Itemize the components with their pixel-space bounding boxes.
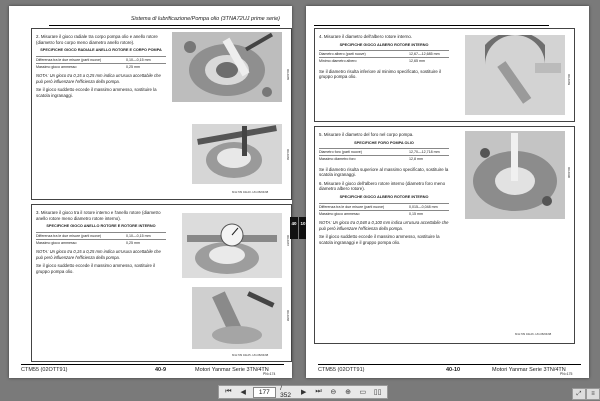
footer-title: Motori Yanmar Serie 3TN/4TN <box>195 367 269 373</box>
instruction-text: Se il diametro risulta superiore al massimo specificato, sostituire la scatola ingranaggi. <box>319 166 449 178</box>
spec-row: Massimo gioco ammesso 0,25 mm <box>36 63 166 70</box>
document-page-left <box>9 6 292 378</box>
spec-title: SPECIFICHE FORO POMPA OLIO <box>354 140 414 145</box>
spec-title: SPECIFICHE GIOCO RADIALE ANELLO ROTORE E CORPO POMPA <box>40 48 162 53</box>
photo-code: RG4988 <box>286 310 290 322</box>
footer-pn: PN=174 <box>263 372 276 376</box>
section-tab-label: 10 <box>300 221 306 226</box>
spec-row: Differenza tra le due misure (parti nuove) 0,10—0,15 mm <box>36 56 166 63</box>
inner-rotor-photo <box>192 287 282 349</box>
step-text: 5. Misurare il diametro del foro nel corpo pompa. <box>319 132 414 137</box>
footer-title: Motori Yanmar Serie 3TN/4TN <box>492 367 566 373</box>
photo-code: RG4990 <box>567 167 571 179</box>
prev-page-icon[interactable]: ◀ <box>240 389 246 396</box>
page-total: / 352 <box>280 385 291 399</box>
procedure-box-1 <box>31 28 292 200</box>
zoom-in-icon[interactable]: ⊕ <box>345 389 351 396</box>
pump-bore-photo <box>465 131 565 219</box>
step-text: 4. Misurare il diametro dell'albero rotore interno. <box>319 34 413 39</box>
footer-doc-code: CTM55 (02OTT91) <box>318 367 365 373</box>
instruction-text: Se il gioco suddetto eccede il massimo ammesso, sostituire il gruppo pompa olio. <box>36 263 156 274</box>
footer-rule <box>318 364 581 365</box>
step-text: 3. Misurare il gioco tra il rotore interno e l'anello rotore (diametro anello rotore meno diametro rotore interno). <box>36 210 161 221</box>
footer-pn: PN=175 <box>560 372 573 376</box>
spec-row: Massimo diametro foro 12,8 mm <box>319 155 449 162</box>
menu-icon[interactable]: ≡ <box>586 388 600 400</box>
page-header: Sistema di lubrificazione/Pompa olio (3TNA72UJ prime serie) <box>49 16 280 26</box>
footer-page-number: 40-9 <box>155 367 167 373</box>
note-text: NOTA: Un gioco tra 0,048 a 0,100 mm indica un'usura accettabile che può però influenzare l'efficienza della pompa. <box>319 219 449 231</box>
procedure-text <box>36 210 166 278</box>
procedure-box-4 <box>314 126 575 344</box>
procedure-box-3 <box>314 28 575 122</box>
note-text: NOTA: Un gioco tra 0,15 a 0,25 mm indica un'usura accettabile che può però influenzare l'efficienza della pompa. <box>36 73 161 84</box>
spec-row: Differenza tra le due misure (parti nuove) 0,10—0,15 mm <box>36 232 166 239</box>
spec-row: Massimo gioco ammesso 0,25 mm <box>36 239 166 246</box>
photo-code: RG4987 <box>286 235 290 247</box>
spec-title: SPECIFICHE GIOCO ALBERO ROTORE INTERNO <box>339 194 429 199</box>
footer-rule <box>21 364 284 365</box>
page-navigation-bar <box>218 385 388 399</box>
step-text: 6. Misurare il gioco dell'albero rotore interno (diametro foro meno diametro albero rotore). <box>319 180 446 192</box>
page-header-rule <box>314 16 549 26</box>
photo-code: RG4989 <box>567 74 571 86</box>
photo-code: RG4985 <box>286 69 290 81</box>
step-text: 2. Misurare il gioco radiale tra corpo pompa olio e anello rotore (diametro foro corpo meno diametro anello rotore). <box>36 34 158 45</box>
spec-title: SPECIFICHE GIOCO ALBERO ROTORE INTERNO <box>339 42 429 47</box>
procedure-box-2 <box>31 204 292 362</box>
micrometer-shaft-photo <box>465 35 565 115</box>
figure-caption: M1L739 04L25 -UN-08/04/98 <box>232 353 269 357</box>
photo-code: RG4986 <box>286 149 290 161</box>
spec-row: Minimo diametro albero 12,65 mm <box>319 57 449 64</box>
fullscreen-icon[interactable]: ⤢ <box>572 388 586 400</box>
note-text: NOTA: Un gioco tra 0,15 a 0,25 mm indica un'usura accettabile che può però influenzare l'efficienza della pompa. <box>36 249 161 260</box>
last-page-icon[interactable]: ⏭ <box>315 388 322 395</box>
figure-caption: M1L739 04L26 -UN-08/04/98 <box>515 332 552 336</box>
spec-row: Diametro albero (parti nuove) 12,67—12,685 mm <box>319 50 449 57</box>
footer-doc-code: CTM55 (02OTT91) <box>21 367 68 373</box>
document-page-right <box>306 6 589 378</box>
instruction-text: Se il diametro risulta inferiore al minimo specificato, sostituire il gruppo pompa olio. <box>319 68 442 80</box>
section-tab-label: 40 <box>291 221 297 226</box>
engine-pump-photo <box>172 32 282 102</box>
zoom-out-icon[interactable]: ⊖ <box>330 389 337 396</box>
instruction-text: Se il gioco suddetto eccede il massimo ammesso, sostituire la scatola ingranaggi e il gruppo pompa olio. <box>319 234 440 245</box>
procedure-text <box>319 34 449 83</box>
fit-page-icon[interactable]: ▭ <box>359 389 367 396</box>
first-page-icon[interactable]: ⏮ <box>225 388 232 395</box>
double-page-icon[interactable]: ▯▯ <box>373 389 382 396</box>
caliper-ring-photo <box>192 124 282 184</box>
spec-row: Diametro foro (parti nuove) 12,70—12,718 mm <box>319 148 449 155</box>
figure-caption: M1L739 04L20 -UN-08/04/98 <box>232 190 269 194</box>
instruction-text: Se il gioco suddetto eccede il massimo ammesso, sostituire la scatola ingranaggi. <box>36 87 157 98</box>
procedure-text <box>36 34 166 102</box>
spec-title: SPECIFICHE GIOCO ANELLO ROTORE E ROTORE INTERNO <box>46 224 156 229</box>
caliper-rotor-photo <box>182 213 282 278</box>
footer-page-number: 40-10 <box>446 367 461 373</box>
procedure-text <box>319 132 449 248</box>
spec-row: Differenza tra le due misure (parti nuove) 0,015—0,048 mm <box>319 203 449 210</box>
page-number-input[interactable]: 177 <box>253 387 277 398</box>
spec-row: Massimo gioco ammesso 0,15 mm <box>319 210 449 217</box>
next-page-icon[interactable]: ▶ <box>301 389 307 396</box>
